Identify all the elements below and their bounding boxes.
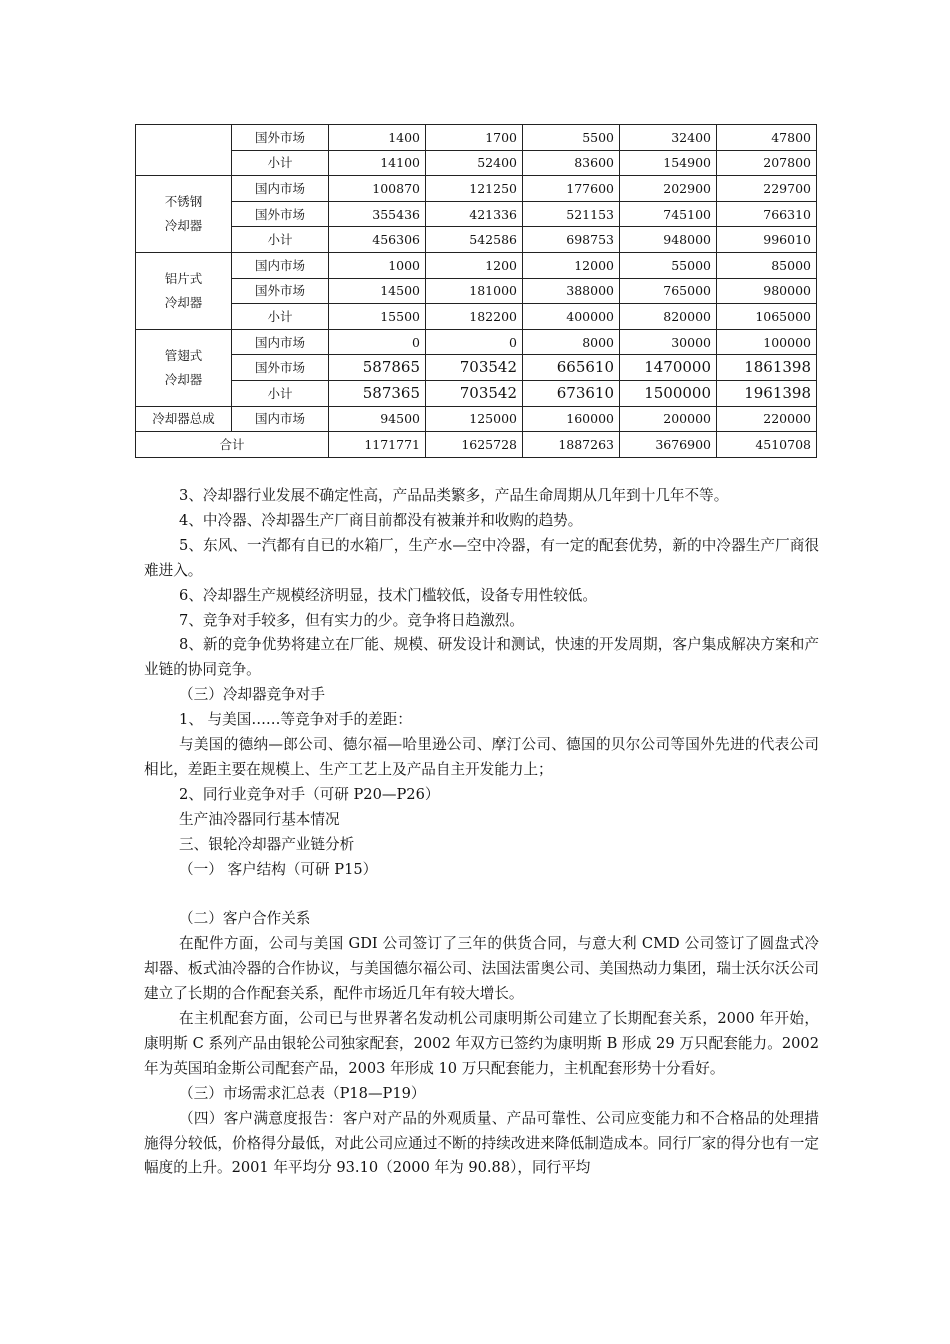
value-cell: 100870 — [329, 176, 426, 202]
market-cell: 国外市场 — [232, 278, 329, 304]
paragraph: 7、竞争对手较多，但有实力的少。竞争将日趋激烈。 — [179, 611, 524, 629]
table-row — [136, 329, 817, 355]
product-group-cell: 冷却器总成 — [136, 406, 232, 432]
product-group-cell — [136, 252, 232, 329]
product-group-cell — [136, 176, 232, 253]
paragraph: 与美国的德纳—郎公司、德尔福—哈里逊公司、摩汀公司、德国的贝尔公司等国外先进的代表公司相比，差距主要在规模上、生产工艺上及产品自主开发能力上； — [144, 736, 819, 778]
value-cell: 1470000 — [620, 355, 717, 381]
value-cell: 55000 — [620, 252, 717, 278]
table-row — [136, 125, 817, 151]
value-cell: 154900 — [620, 150, 717, 176]
section-heading: （一） 客户结构（可研 P15） — [179, 860, 378, 878]
table-row — [136, 252, 817, 278]
section-heading: 三、银轮冷却器产业链分析 — [179, 835, 355, 853]
value-cell: 703542 — [426, 380, 523, 406]
market-cell: 国内市场 — [232, 406, 329, 432]
value-cell: 745100 — [620, 201, 717, 227]
value-cell: 587365 — [329, 380, 426, 406]
paragraph: （四）客户满意度报告：客户对产品的外观质量、产品可靠性、公司应变能力和不合格品的处理措施得分较低，价格得分最低，对此公司应通过不断的持续改进来降低制造成本。同行厂家的得分也有一定幅度的上升。2001 年平均分 93.10（2000 年为 90.88），同行平均 — [144, 1109, 819, 1177]
value-cell: 1200 — [426, 252, 523, 278]
value-cell: 1065000 — [717, 304, 817, 330]
section-heading: （三）冷却器竞争对手 — [179, 686, 325, 704]
paragraph: 生产油冷器同行基本情况 — [179, 810, 340, 828]
market-cell: 小计 — [232, 380, 329, 406]
value-cell: 125000 — [426, 406, 523, 432]
value-cell: 948000 — [620, 227, 717, 253]
value-cell: 766310 — [717, 201, 817, 227]
value-cell: 1400 — [329, 125, 426, 151]
value-cell: 0 — [426, 329, 523, 355]
value-cell: 83600 — [523, 150, 620, 176]
total-value-cell: 4510708 — [717, 432, 817, 458]
value-cell: 521153 — [523, 201, 620, 227]
market-cell: 国内市场 — [232, 176, 329, 202]
section-heading: （三）市场需求汇总表（P18—P19） — [179, 1084, 426, 1102]
value-cell: 8000 — [523, 329, 620, 355]
table-row — [136, 304, 817, 330]
body-text — [144, 484, 819, 1181]
product-group-label-line: 铝片式 — [164, 270, 203, 286]
value-cell: 30000 — [620, 329, 717, 355]
paragraph: 5、东风、一汽都有自已的水箱厂，生产水—空中冷器，有一定的配套优势，新的中冷器生产厂商很难进入。 — [144, 536, 819, 579]
total-value-cell: 1171771 — [329, 432, 426, 458]
value-cell: 200000 — [620, 406, 717, 432]
paragraph: 在配件方面，公司与美国 GDI 公司签订了三年的供货合同，与意大利 CMD 公司签订了圆盘式冷却器、板式油冷器的合作协议，与美国德尔福公司、法国法雷奥公司、美国热动力集团，瑞士沃尔沃公司建立了长期的合作配套关系，配件市场近几年有较大增长。 — [144, 935, 819, 1003]
market-cell: 国外市场 — [232, 355, 329, 381]
table-row — [136, 201, 817, 227]
product-group-cell — [136, 125, 232, 176]
value-cell: 400000 — [523, 304, 620, 330]
table-row — [136, 150, 817, 176]
market-cell: 小计 — [232, 227, 329, 253]
table-row — [136, 227, 817, 253]
market-cell: 小计 — [232, 150, 329, 176]
paragraph: 4、中冷器、冷却器生产厂商目前都没有被兼并和收购的趋势。 — [179, 511, 583, 529]
product-group-label-line: 管翅式 — [164, 347, 203, 363]
value-cell: 1700 — [426, 125, 523, 151]
value-cell: 1961398 — [717, 380, 817, 406]
paragraph: 2、同行业竞争对手（可研 P20—P26） — [179, 785, 440, 803]
total-value-cell: 1625728 — [426, 432, 523, 458]
market-cell: 小计 — [232, 304, 329, 330]
paragraph: 在主机配套方面，公司已与世界著名发动机公司康明斯公司建立了长期配套关系，2000 年开始，康明斯 C 系列产品由银轮公司独家配套，2002 年双方已签约为康明斯 B 形成 29 万只配套能力。2002 年为英国珀金斯公司配套产品，2003 年形成 10 万只配套能力，主机配套形势十分看好。 — [144, 1010, 819, 1077]
total-value-cell: 1887263 — [523, 432, 620, 458]
value-cell: 542586 — [426, 227, 523, 253]
value-cell: 996010 — [717, 227, 817, 253]
table-row — [136, 380, 817, 406]
market-demand-table — [135, 124, 817, 458]
value-cell: 820000 — [620, 304, 717, 330]
value-cell: 32400 — [620, 125, 717, 151]
product-group-label-line: 冷却器 — [164, 371, 203, 387]
paragraph: 1、 与美国……等竞争对手的差距： — [179, 711, 412, 729]
product-group-label-line: 不锈钢 — [164, 194, 203, 210]
value-cell: 177600 — [523, 176, 620, 202]
market-cell: 国内市场 — [232, 252, 329, 278]
value-cell: 229700 — [717, 176, 817, 202]
paragraph: 6、冷却器生产规模经济明显，技术门槛较低，设备专用性较低。 — [179, 586, 597, 604]
paragraph: 3、冷却器行业发展不确定性高，产品品类繁多，产品生命周期从几年到十几年不等。 — [179, 487, 729, 504]
value-cell: 181000 — [426, 278, 523, 304]
table-row — [136, 406, 817, 432]
product-group-label-line: 冷却器 — [164, 218, 203, 234]
table-row — [136, 176, 817, 202]
value-cell: 207800 — [717, 150, 817, 176]
value-cell: 1000 — [329, 252, 426, 278]
value-cell: 182200 — [426, 304, 523, 330]
total-value-cell: 3676900 — [620, 432, 717, 458]
value-cell: 698753 — [523, 227, 620, 253]
market-cell: 国内市场 — [232, 329, 329, 355]
value-cell: 15500 — [329, 304, 426, 330]
table-row — [136, 278, 817, 304]
value-cell: 980000 — [717, 278, 817, 304]
value-cell: 121250 — [426, 176, 523, 202]
value-cell: 673610 — [523, 380, 620, 406]
product-group-cell — [136, 329, 232, 406]
market-cell: 国外市场 — [232, 201, 329, 227]
paragraph: 8、新的竞争优势将建立在厂能、规模、研发设计和测试，快速的开发周期，客户集成解决方案和产业链的协同竞争。 — [144, 636, 819, 679]
value-cell: 14500 — [329, 278, 426, 304]
value-cell: 421336 — [426, 201, 523, 227]
table-row — [136, 355, 817, 381]
market-cell: 国外市场 — [232, 125, 329, 151]
value-cell: 220000 — [717, 406, 817, 432]
value-cell: 94500 — [329, 406, 426, 432]
value-cell: 388000 — [523, 278, 620, 304]
value-cell: 1861398 — [717, 355, 817, 381]
total-label: 合计 — [136, 432, 329, 458]
total-row — [136, 432, 817, 458]
value-cell: 160000 — [523, 406, 620, 432]
value-cell: 52400 — [426, 150, 523, 176]
value-cell: 703542 — [426, 355, 523, 381]
value-cell: 14100 — [329, 150, 426, 176]
value-cell: 587865 — [329, 355, 426, 381]
value-cell: 85000 — [717, 252, 817, 278]
value-cell: 765000 — [620, 278, 717, 304]
value-cell: 100000 — [717, 329, 817, 355]
value-cell: 1500000 — [620, 380, 717, 406]
value-cell: 12000 — [523, 252, 620, 278]
value-cell: 5500 — [523, 125, 620, 151]
value-cell: 0 — [329, 329, 426, 355]
value-cell: 665610 — [523, 355, 620, 381]
section-heading: （二）客户合作关系 — [179, 910, 311, 928]
value-cell: 456306 — [329, 227, 426, 253]
blank-line — [144, 883, 819, 908]
value-cell: 47800 — [717, 125, 817, 151]
value-cell: 355436 — [329, 201, 426, 227]
product-group-label-line: 冷却器 — [164, 294, 203, 310]
value-cell: 202900 — [620, 176, 717, 202]
